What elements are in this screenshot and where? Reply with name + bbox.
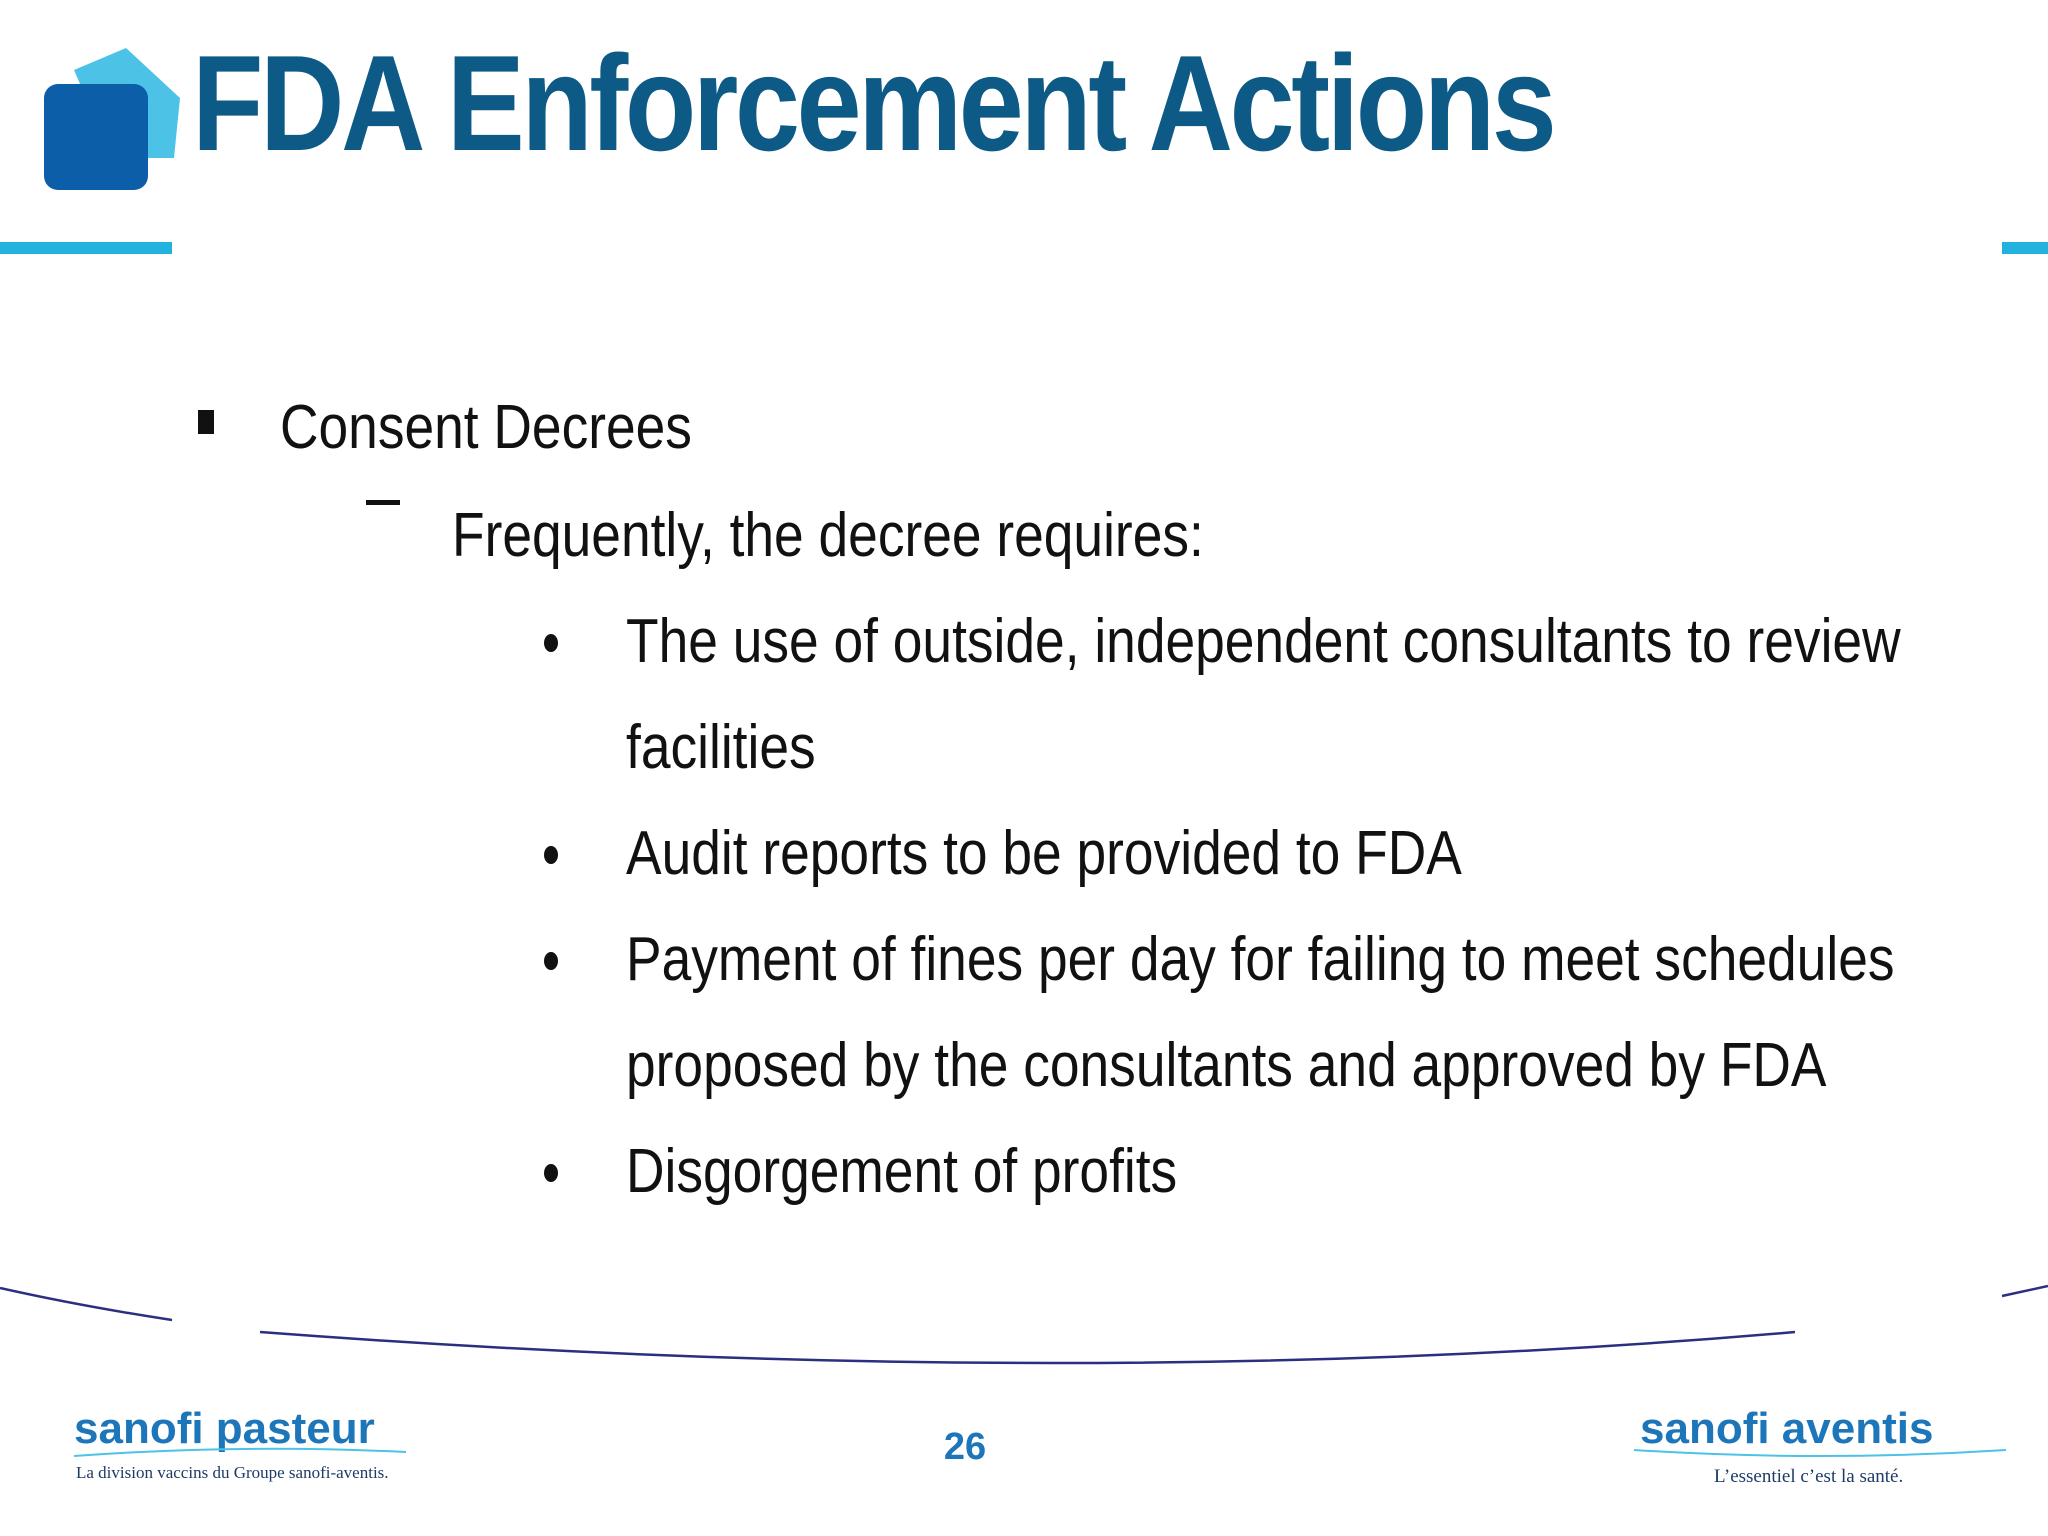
sanofi-pasteur-tagline: La division vaccins du Groupe sanofi-aventis.	[76, 1463, 389, 1482]
bullet-level3-item: Disgorgement of profits	[626, 1137, 1178, 1206]
sanofi-aventis-logo: sanofi aventis	[1640, 1404, 1934, 1453]
title-rule-right	[2002, 242, 2048, 254]
title-rule-left	[0, 242, 172, 254]
bullet-level3-item: Payment of fines per day for failing to meet schedules	[626, 925, 1895, 994]
dash-bullet-icon	[366, 500, 400, 505]
page-number: 26	[943, 1426, 987, 1468]
dot-bullet-icon	[544, 634, 558, 652]
sanofi-aventis-tagline: L’essentiel c’est la santé.	[1714, 1466, 1904, 1487]
swoosh-icon	[70, 1446, 410, 1460]
square-bullet-icon	[198, 410, 214, 434]
bullet-level3-item-continuation: proposed by the consultants and approved by FDA	[626, 1031, 1827, 1100]
bullet-level3-item-continuation: facilities	[626, 713, 816, 782]
bullet-level1: Consent Decrees	[280, 393, 692, 462]
dot-bullet-icon	[544, 1164, 558, 1182]
swoosh-icon	[1630, 1446, 2010, 1460]
bullet-level3-item: The use of outside, independent consultants to review	[626, 607, 1901, 676]
slide-title: FDA Enforcement Actions	[192, 27, 1554, 179]
dot-bullet-icon	[544, 846, 558, 864]
sanofi-pasteur-logo: sanofi pasteur	[74, 1404, 375, 1453]
dot-bullet-icon	[544, 952, 558, 970]
footer-arc	[0, 1260, 2048, 1380]
bullet-level3-item: Audit reports to be provided to FDA	[626, 819, 1462, 888]
bullet-level2: Frequently, the decree requires:	[452, 501, 1204, 570]
logo-mark-icon	[44, 48, 180, 190]
